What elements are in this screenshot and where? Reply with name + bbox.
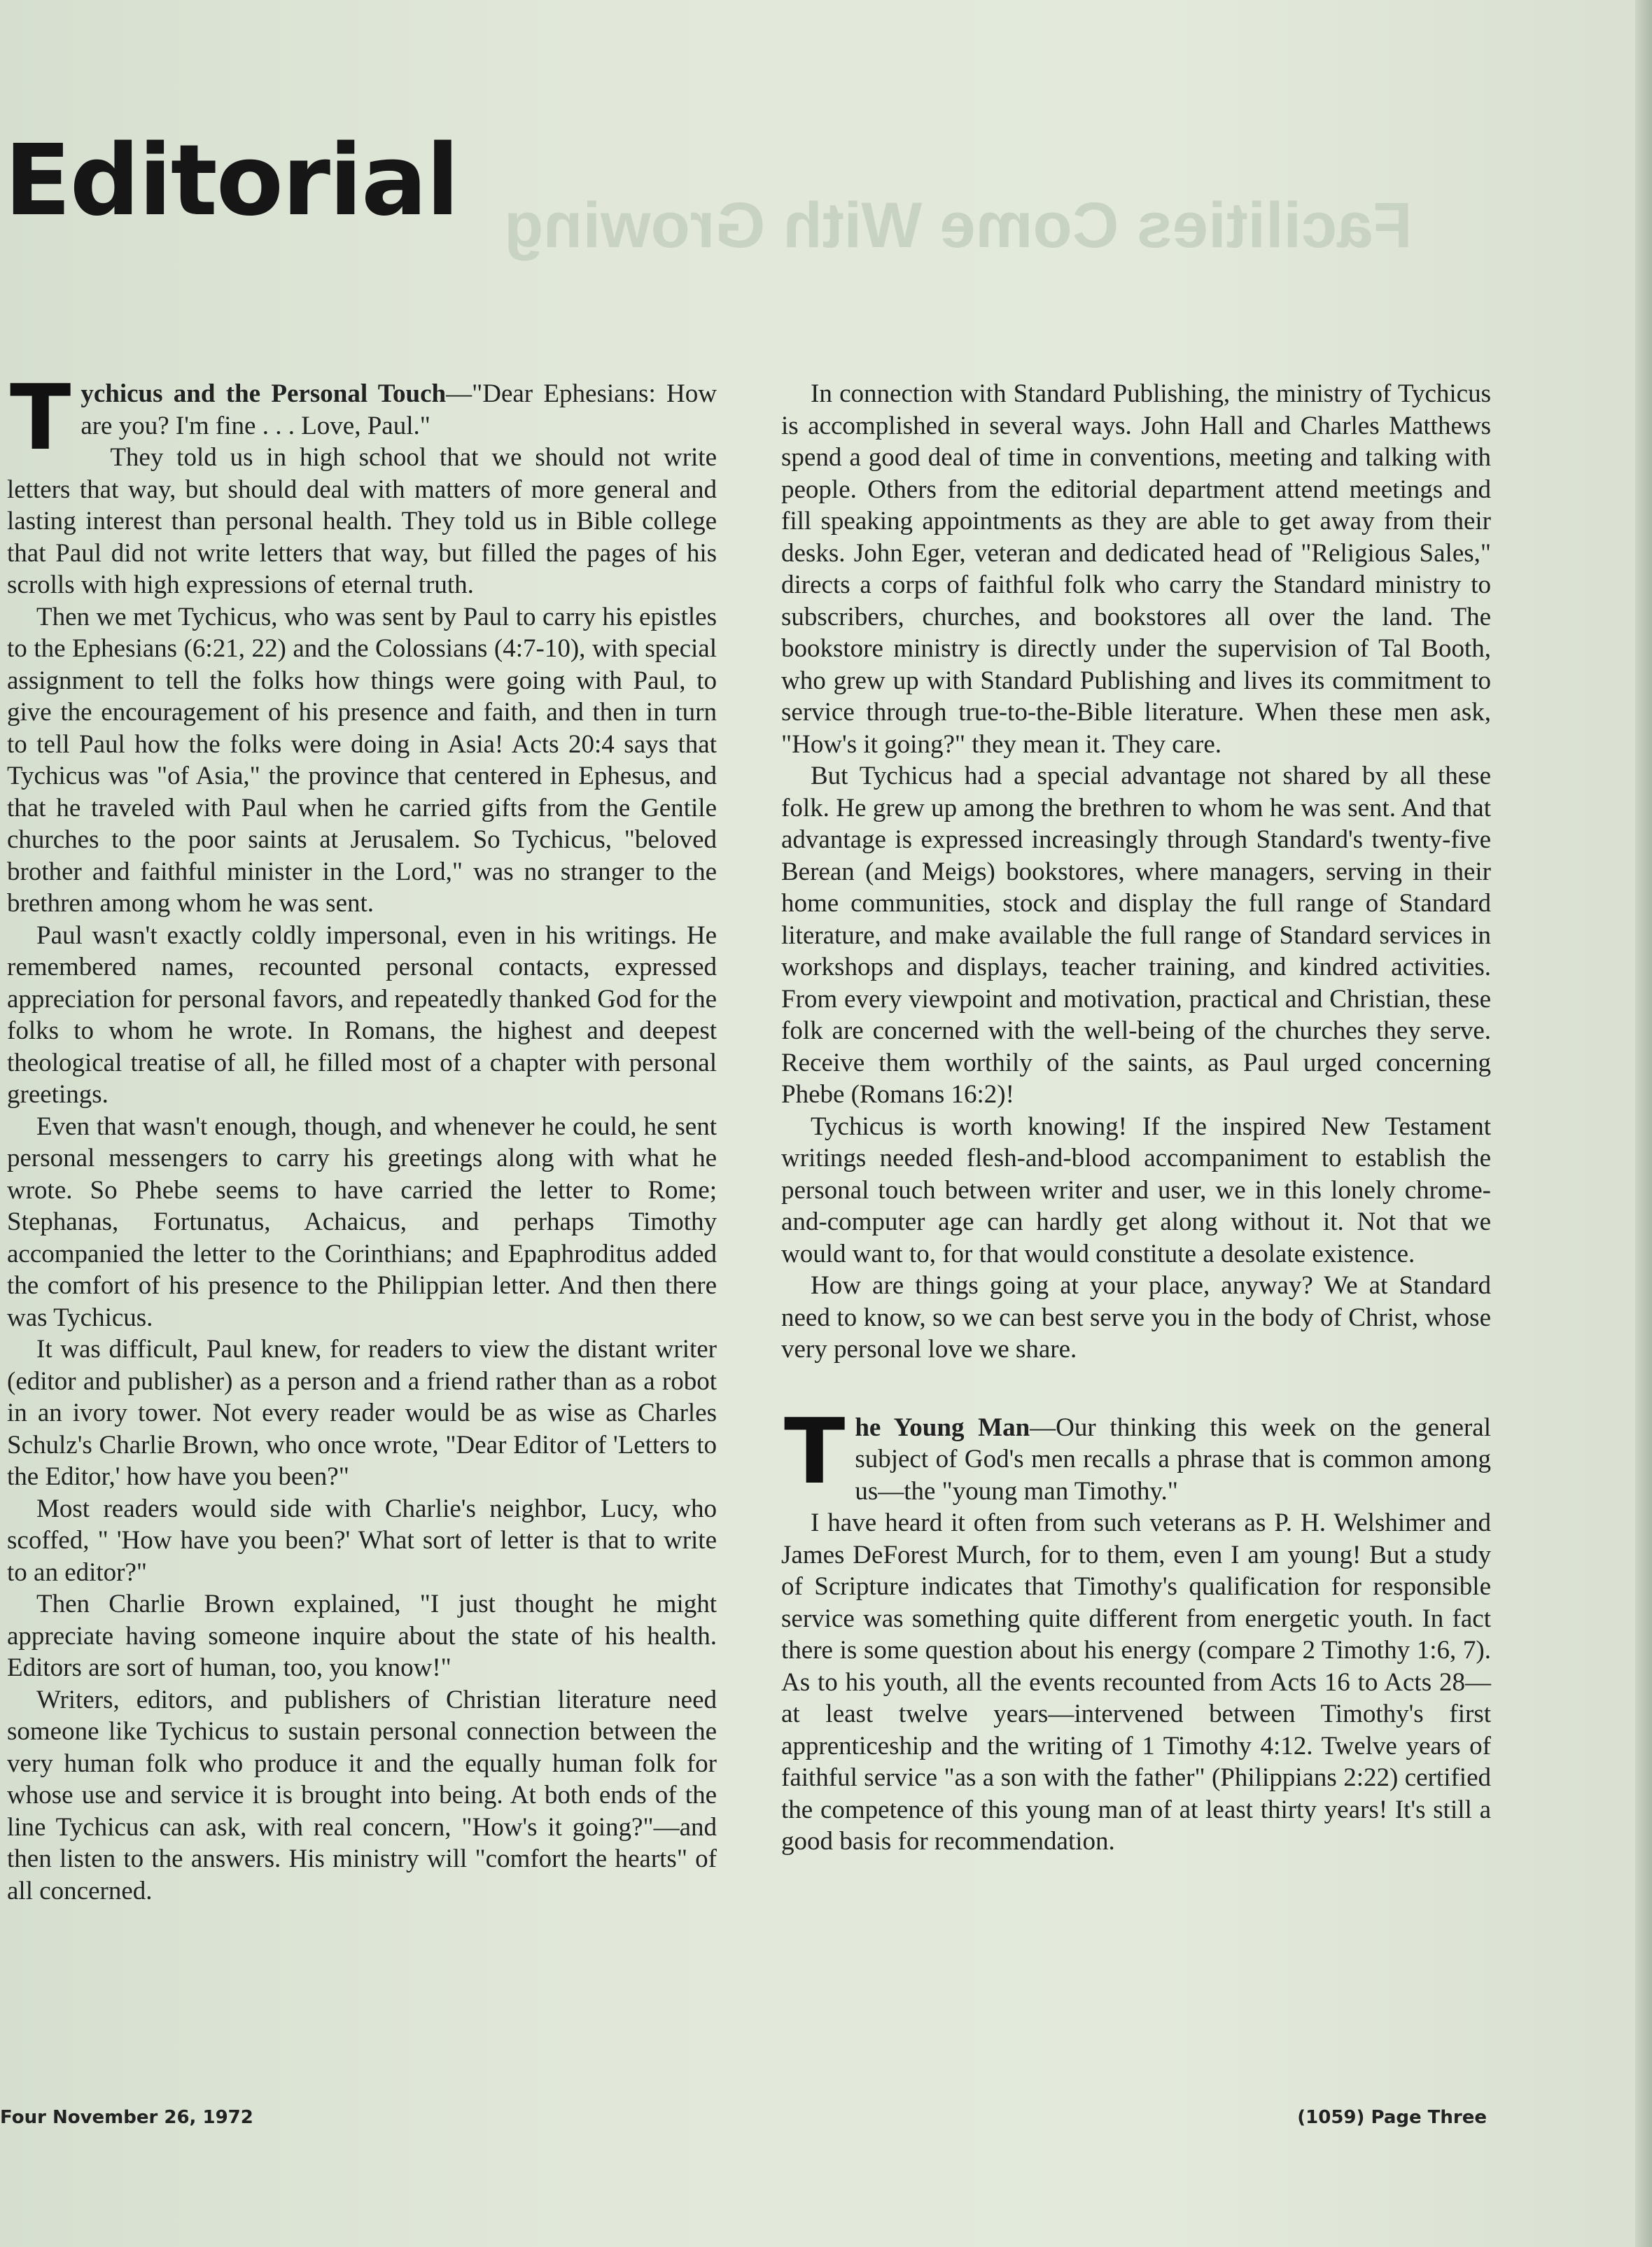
- paragraph: In connection with Standard Publishing, the ministry of Tychicus is accomplished in several ways. John Hall and Charles Matthews spend a good deal of time in conventions, meeting and talking with people. Others from the editorial department attend meetings and fill speaking appointments as they are able to get away from their desks. John Eger, veteran and dedicated head of "Religious Sales," directs a corps of faithful folk who carry the Standard ministry to subscribers, churches, and bookstores all over the land. The bookstore ministry is directly under the supervision of Tal Booth, who grew up with Standard Publishing and lives its commitment to service through true-to-the-Bible literature. When these men ask, "How's it going?" they mean it. They care.: [781, 379, 1491, 759]
- paragraph: Most readers would side with Charlie's neighbor, Lucy, who scoffed, " 'How have you been?' What sort of letter is that to write to an editor?": [7, 1494, 717, 1587]
- paragraph: But Tychicus had a special advantage not shared by all these folk. He grew up among the brethren to whom he was sent. And that advantage is expressed increasingly through Standard's twenty-five Berean (and Meigs) bookstores, where managers, serving in their home communities, stock and display the full range of Standard literature, and make available the full range of Standard services in workshops and displays, teacher training, and kindred activities. From every viewpoint and motivation, practical and Christian, these folk are concerned with the well-being of the churches they serve. Receive them worthily of the saints, as Paul urged concerning Phebe (Romans 16:2)!: [781, 762, 1491, 1109]
- paragraph: Even that wasn't enough, though, and whenever he could, he sent personal messengers to carry his greetings along with what he wrote. So Phebe seems to have carried the letter to Rome; Stephanas, Fortunatus, Achaicus, and perhaps Timothy accompanied the letter to the Corinthians; and Epaphroditus added the comfort of his presence to the Philippian letter. And then there was Tychicus.: [7, 1112, 717, 1332]
- drop-cap: T: [10, 366, 71, 470]
- paragraph: It was difficult, Paul knew, for readers to view the distant writer (editor and publisher) as a person and a friend rather than as a robot in an ivory tower. Not every reader would be as wise as Charles Schulz's Charlie Brown, who once wrote, "Dear Editor of 'Letters to the Editor,' how have you been?": [7, 1335, 717, 1491]
- article-lead: [7, 366, 717, 470]
- article-lead-text: —"Dear Ephesians: How are you? I'm fine . . . Love, Paul.": [80, 379, 717, 440]
- paragraph: They told us in high school that we should not write letters that way, but should deal with matters of more general and lasting interest than personal health. They told us in Bible college that Paul did not write letters that way, but filled the pages of his scrolls with high expressions of eternal truth.: [7, 443, 717, 599]
- left-column: [7, 366, 717, 1907]
- paragraph: Writers, editors, and publishers of Christian literature need someone like Tychicus to sustain personal connection between the very human folk who produce it and the equally human folk for whose use and service it is brought into being. At both ends of the line Tychicus can ask, with real concern, "How's it going?"—and then listen to the answers. His ministry will "comfort the hearts" of all concerned.: [7, 1685, 717, 1905]
- paragraph: Tychicus is worth knowing! If the inspired New Testament writings needed flesh-and-blood accompaniment to establish the personal touch between writer and user, we in this lonely chrome-and-computer age can hardly get along without it. Not that we would want to, for that would constitute a desolate existence.: [781, 1112, 1491, 1268]
- paragraph: Then Charlie Brown explained, "I just thought he might appreciate having someone inquire about the state of his health. Editors are sort of human, too, you know!": [7, 1590, 717, 1682]
- show-through-text: Facilities Come With Growing: [504, 190, 1413, 261]
- article-heading: ychicus and the Personal Touch: [80, 379, 447, 408]
- paragraph: Paul wasn't exactly coldly impersonal, even in his writings. He remembered names, recounted personal contacts, expressed appreciation for personal favors, and repeatedly thanked God for the folks to whom he wrote. In Romans, the highest and deepest theological treatise of all, he filled most of a chapter with personal greetings.: [7, 920, 717, 1109]
- article-lead-text: —Our thinking this week on the general subject of God's men recalls a phrase that is common among us—the "young man Timothy.": [855, 1413, 1491, 1506]
- folio-right: (1059) Page Three: [1297, 2107, 1487, 2128]
- drop-cap: T: [784, 1399, 846, 1504]
- paragraph: I have heard it often from such veterans as P. H. Welshimer and James DeForest Murch, for to them, even I am young! But a study of Scripture indicates that Timothy's qualification for responsible service was something quite different from energetic youth. In fact there is some question about his energy (compare 2 Timothy 1:6, 7). As to his youth, all the events recounted from Acts 16 to Acts 28—at least twelve years—intervened between Timothy's first apprenticeship and the writing of 1 Timothy 4:12. Twelve years of faithful service "as a son with the father" (Philippians 2:22) certified the competence of this young man of at least thirty years! It's still a good basis for recommendation.: [781, 1508, 1491, 1856]
- right-column: [781, 378, 1491, 1858]
- paragraph: How are things going at your place, anyway? We at Standard need to know, so we can best serve you in the body of Christ, whose very personal love we share.: [781, 1271, 1491, 1364]
- page-edge: [1635, 0, 1652, 2247]
- paragraph: Then we met Tychicus, who was sent by Paul to carry his epistles to the Ephesians (6:21, 22) and the Colossians (4:7-10), with special assignment to tell the folks how things were going with Paul, to give the encouragement of his presence and faith, and then in turn to tell Paul how the folks were doing in Asia! Acts 20:4 says that Tychicus was "of Asia," the province that centered in Ephesus, and that he traveled with Paul when he carried gifts from the Gentile churches to the poor saints at Jerusalem. So Tychicus, "beloved brother and faithful minister in the Lord," was no stranger to the brethren among whom he was sent.: [7, 602, 717, 918]
- masthead-title: Editorial: [4, 123, 458, 238]
- article-lead: [781, 1399, 1491, 1508]
- article-young-man: [781, 1399, 1491, 1858]
- article-heading: he Young Man: [855, 1413, 1030, 1442]
- folio-left: Four November 26, 1972: [0, 2107, 253, 2128]
